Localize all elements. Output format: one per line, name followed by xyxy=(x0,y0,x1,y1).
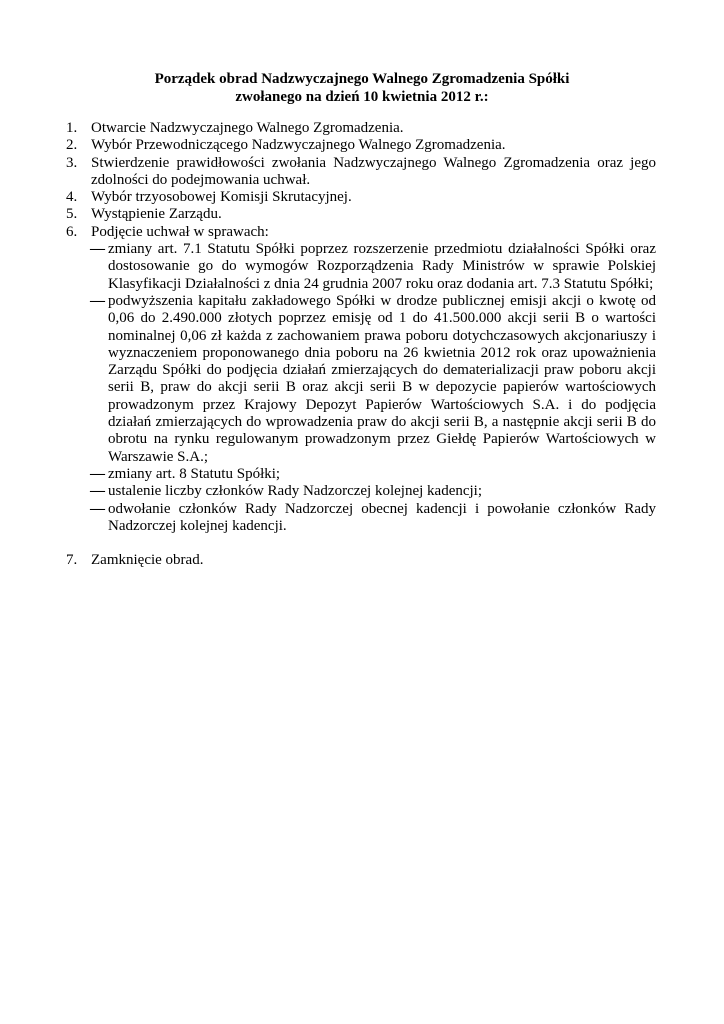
agenda-item-text: Wystąpienie Zarządu. xyxy=(91,206,222,223)
agenda-item-3 xyxy=(66,155,656,190)
agenda-item-1 xyxy=(66,120,656,137)
dash-bullet: — xyxy=(90,292,105,309)
resolution-subitem-2 xyxy=(66,293,656,466)
resolution-subitem-text: odwołanie członków Rady Nadzorczej obecnej kadencji i powołanie członków Rady Nadzorczej kolejnej kadencji. xyxy=(108,500,656,534)
title-line-2: zwołanego na dzień 10 kwietnia 2012 r.: xyxy=(235,89,489,105)
agenda-item-2 xyxy=(66,137,656,154)
title-line-1: Porządek obrad Nadzwyczajnego Walnego Zgromadzenia Spółki xyxy=(154,71,570,87)
agenda-item-4 xyxy=(66,189,656,206)
resolution-subitem-text: ustalenie liczby członków Rady Nadzorczej kolejnej kadencji; xyxy=(108,483,483,500)
dash-bullet: — xyxy=(90,241,105,258)
agenda-item-text: Wybór trzyosobowej Komisji Skrutacyjnej. xyxy=(91,189,352,206)
resolution-subitem-text: podwyższenia kapitału zakładowego Spółki w drodze publicznej emisji akcji o kwotę od 0,06 do 2.490.000 złotych poprzez emisję od 1 do 41.500.000 akcji serii B o wartości nominalnej 0,06 zł każda z zachowaniem prawa poboru dotychczasowych akcjonariuszy i wyznaczeniem proponowanego dnia poboru na 26 kwietnia 2012 rok oraz upoważnienia Zarządu Spółki do podjęcia działań zmierzających do dematerializacji praw poboru akcji serii B, praw do akcji serii B oraz akcji serii B w depozycie papierów wartościowych prowadzonym przez Krajowy Depozyt Papierów Wartościowych S.A. i do podjęcia działań zmierzających do wprowadzenia praw do akcji serii B, a następnie akcji serii B do obrotu na rynku regulowanym prowadzonym przez Giełdę Papierów Wartościowych w Warszawie S.A.; xyxy=(108,292,656,465)
agenda-item-number: 6. xyxy=(66,223,78,240)
agenda-item-number: 3. xyxy=(66,154,78,171)
agenda-item-number: 2. xyxy=(66,137,78,154)
resolution-subitem-3 xyxy=(66,466,656,483)
agenda-item-6 xyxy=(66,224,656,241)
agenda-list xyxy=(66,120,656,569)
document-title xyxy=(0,70,724,106)
resolution-subitem-5 xyxy=(66,501,656,536)
agenda-item-text: Otwarcie Nadzwyczajnego Walnego Zgromadzenia. xyxy=(91,120,404,136)
agenda-item-number: 5. xyxy=(66,206,78,223)
resolution-subitem-text: zmiany art. 7.1 Statutu Spółki poprzez rozszerzenie przedmiotu działalności Spółki oraz dostosowanie go do wymogów Rozporządzenia Rady Ministrów w sprawie Polskiej Klasyfikacji Działalności z dnia 24 grudnia 2007 roku oraz dodania art. 7.3 Statutu Spółki; xyxy=(108,241,656,292)
resolution-subitem-4 xyxy=(66,483,656,500)
agenda-item-text: Zamknięcie obrad. xyxy=(91,552,204,569)
agenda-item-number: 7. xyxy=(66,552,78,569)
dash-bullet: — xyxy=(90,465,105,482)
dash-bullet: — xyxy=(90,483,105,500)
agenda-item-text: Wybór Przewodniczącego Nadzwyczajnego Walnego Zgromadzenia. xyxy=(91,137,506,154)
resolution-subitem-1 xyxy=(66,241,656,293)
agenda-item-number: 1. xyxy=(66,120,78,136)
agenda-item-5 xyxy=(66,206,656,223)
agenda-item-7 xyxy=(66,552,656,569)
agenda-item-number: 4. xyxy=(66,189,78,206)
resolution-subitem-text: zmiany art. 8 Statutu Spółki; xyxy=(108,465,281,482)
dash-bullet: — xyxy=(90,500,105,517)
agenda-item-text: Podjęcie uchwał w sprawach: xyxy=(91,223,269,240)
agenda-item-text: Stwierdzenie prawidłowości zwołania Nadzwyczajnego Walnego Zgromadzenia oraz jego zdolności do podejmowania uchwał. xyxy=(91,154,656,188)
